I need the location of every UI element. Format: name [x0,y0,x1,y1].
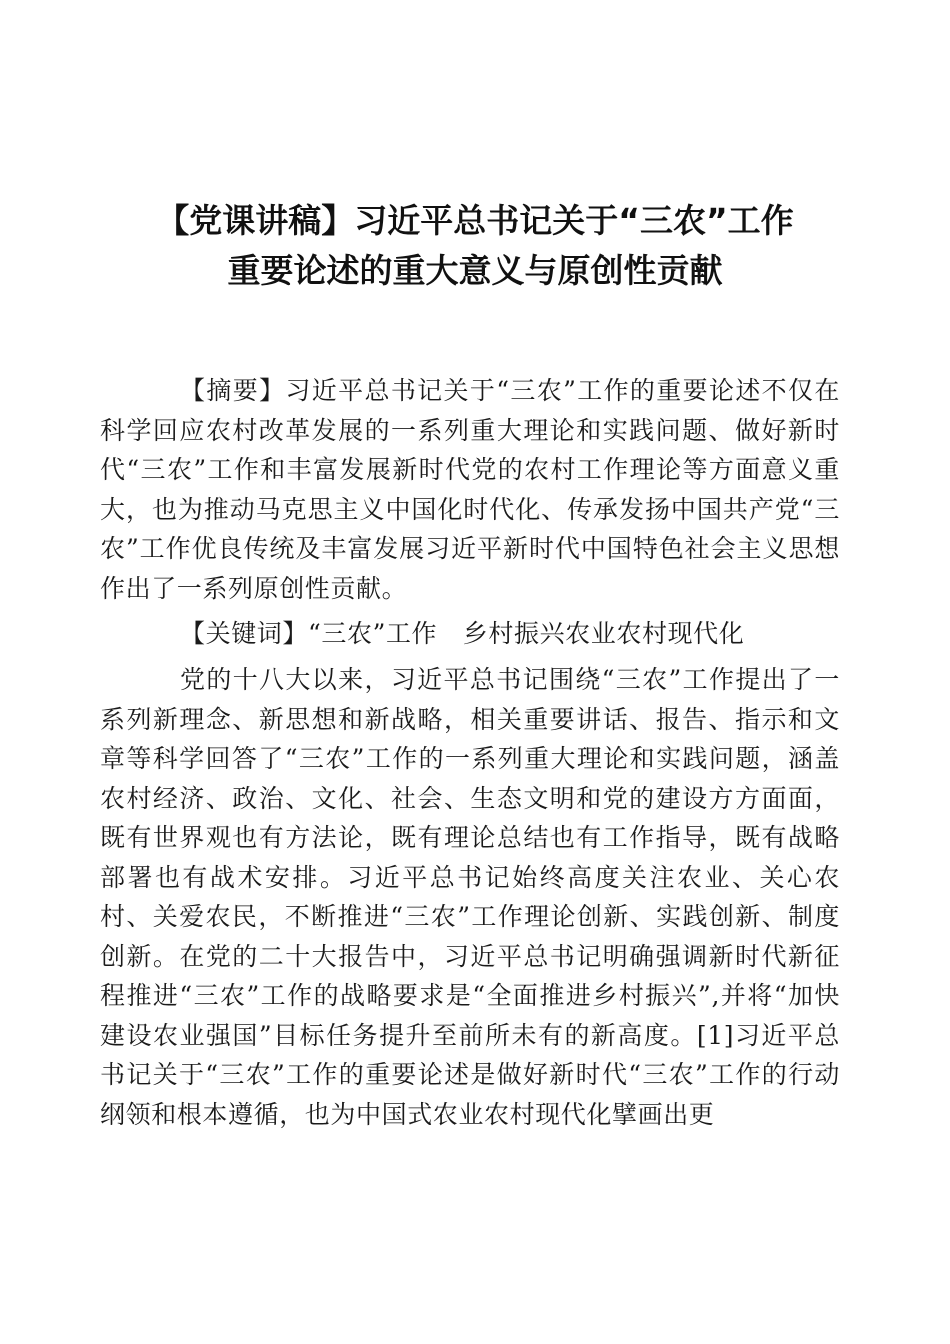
title-line-2: 重要论述的重大意义与原创性贡献 [227,251,723,290]
document-title [100,196,850,296]
title-line-1: 【党课讲稿】习近平总书记关于“三农”工作 [156,201,794,240]
abstract-paragraph: 【摘要】习近平总书记关于“三农”工作的重要论述不仅在科学回应农村改革发展的一系列重大理论和实践问题、做好新时代“三农”工作和丰富发展新时代党的农村工作理论等方面意义重大，也为推动马克思主义中国化时代化、传承发扬中国共产党“三农”工作优良传统及丰富发展习近平新时代中国特色社会主义思想作出了一系列原创性贡献。 [100,376,840,603]
body-paragraph: 党的十八大以来，习近平总书记围绕“三农”工作提出了一系列新理念、新思想和新战略，相关重要讲话、报告、指示和文章等科学回答了“三农”工作的一系列重大理论和实践问题，涵盖农村经济、政治、文化、社会、生态文明和党的建设方方面面，既有世界观也有方法论，既有理论总结也有工作指导，既有战略部署也有战术安排。习近平总书记始终高度关注农业、关心农村、关爱农民，不断推进“三农”工作理论创新、实践创新、制度创新。在党的二十大报告中，习近平总书记明确强调新时代新征程推进“三农”工作的战略要求是“全面推进乡村振兴”,并将“加快建设农业强国”目标任务提升至前所未有的新高度。[1]习近平总书记关于“三农”工作的重要论述是做好新时代“三农”工作的行动纲领和根本遵循，也为中国式农业农村现代化擘画出更 [100,665,840,1129]
keywords-paragraph: 【关键词】“三农”工作 乡村振兴农业农村现代化 [180,619,745,648]
